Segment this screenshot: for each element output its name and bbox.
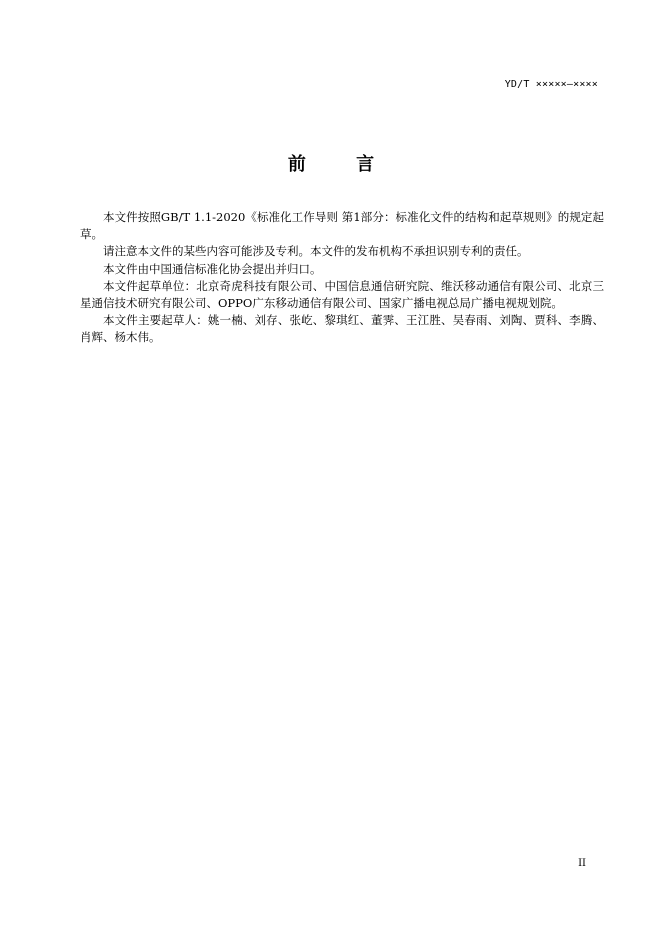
page-title: 前 言 bbox=[287, 154, 397, 175]
paragraph-drafting-rules: 本文件按照GB/T 1.1-2020《标准化工作导则 第1部分：标准化文件的结构和起草规则》的规定起草。 bbox=[80, 210, 604, 242]
paragraph-proposer: 本文件由中国通信标准化协会提出并归口。 bbox=[103, 261, 322, 276]
preface-body bbox=[80, 209, 604, 347]
paragraph-drafters: 本文件主要起草人：姚一楠、刘存、张屹、黎琪红、董霁、王江胜、吴春雨、刘陶、贾科、李腾、肖辉、杨木伟。 bbox=[80, 313, 604, 345]
paragraph-patent-notice: 请注意本文件的某些内容可能涉及专利。本文件的发布机构不承担识别专利的责任。 bbox=[103, 244, 529, 259]
document-code: YD/T ×××××—×××× bbox=[504, 79, 598, 90]
page-number: II bbox=[578, 858, 586, 869]
paragraph-drafting-units: 本文件起草单位：北京奇虎科技有限公司、中国信息通信研究院、维沃移动通信有限公司、北京三星通信技术研究有限公司、OPPO广东移动通信有限公司、国家广播电视总局广播电视规划院。 bbox=[80, 278, 604, 311]
